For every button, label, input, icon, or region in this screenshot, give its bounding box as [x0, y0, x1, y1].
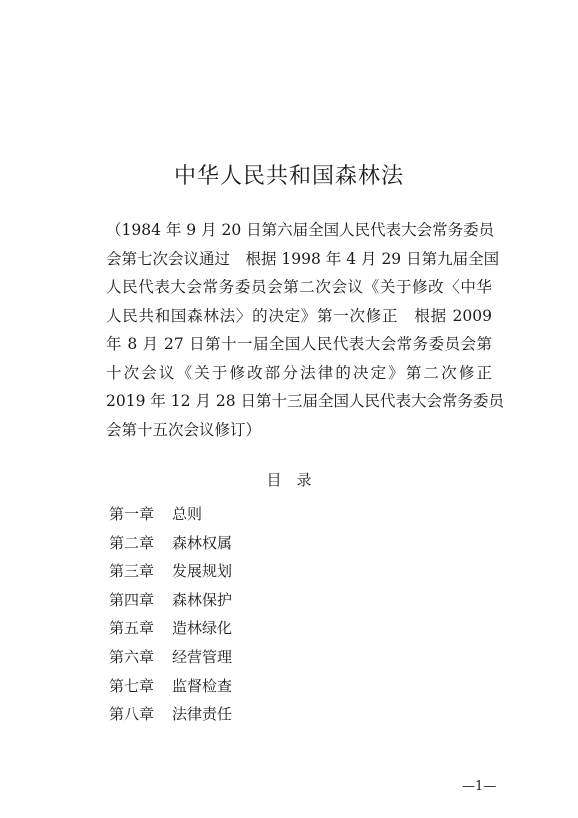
preamble-line: 人民代表大会常务委员会第二次会议《关于修改〈中华	[106, 278, 492, 296]
toc-chapter-number: 第六章	[109, 647, 155, 666]
toc-item	[109, 586, 232, 615]
page-number: —1—	[462, 779, 497, 794]
toc-chapter-number: 第八章	[109, 705, 155, 724]
toc-item	[109, 500, 232, 529]
toc-chapter-number: 第五章	[109, 619, 155, 638]
toc-chapter-title: 发展规划	[172, 562, 233, 581]
preamble-line: 人民共和国森林法〉的决定》第一次修正 根据 2009	[106, 306, 492, 325]
page-title: 中华人民共和国森林法	[173, 164, 404, 189]
toc-heading: 目 录	[266, 471, 312, 489]
preamble-line: （1984 年 9 月 20 日第六届全国人民代表大会常务委员	[106, 221, 495, 239]
toc-chapter-title: 森林权属	[172, 533, 233, 552]
preamble-line: 2019 年 12 月 28 日第十三届全国人民代表大会常务委员	[106, 392, 505, 410]
preamble-line: 会第十五次会议修订）	[106, 420, 262, 439]
toc-chapter-number: 第一章	[109, 505, 155, 523]
preamble	[106, 216, 505, 444]
toc-chapter-title: 法律责任	[172, 705, 233, 724]
preamble-line: 十次会议《关于修改部分法律的决定》第二次修正	[106, 363, 492, 382]
toc-item	[109, 557, 232, 586]
table-of-contents	[109, 500, 232, 729]
toc-item	[109, 643, 232, 672]
preamble-line: 会第七次会议通过 根据 1998 年 4 月 29 日第九届全国	[106, 249, 500, 268]
toc-item	[109, 614, 232, 643]
toc-chapter-number: 第三章	[109, 562, 155, 581]
toc-chapter-number: 第二章	[109, 533, 155, 552]
toc-chapter-title: 经营管理	[172, 647, 233, 666]
toc-chapter-number: 第四章	[109, 590, 155, 609]
toc-chapter-title: 总则	[172, 505, 203, 523]
toc-chapter-title: 造林绿化	[172, 619, 233, 638]
toc-item	[109, 529, 232, 558]
preamble-line: 年 8 月 27 日第十一届全国人民代表大会常务委员会第	[106, 335, 492, 353]
toc-item	[109, 672, 232, 701]
toc-item	[109, 700, 232, 729]
toc-chapter-title: 森林保护	[172, 590, 233, 609]
toc-chapter-title: 监督检查	[172, 676, 233, 695]
toc-chapter-number: 第七章	[109, 676, 155, 695]
